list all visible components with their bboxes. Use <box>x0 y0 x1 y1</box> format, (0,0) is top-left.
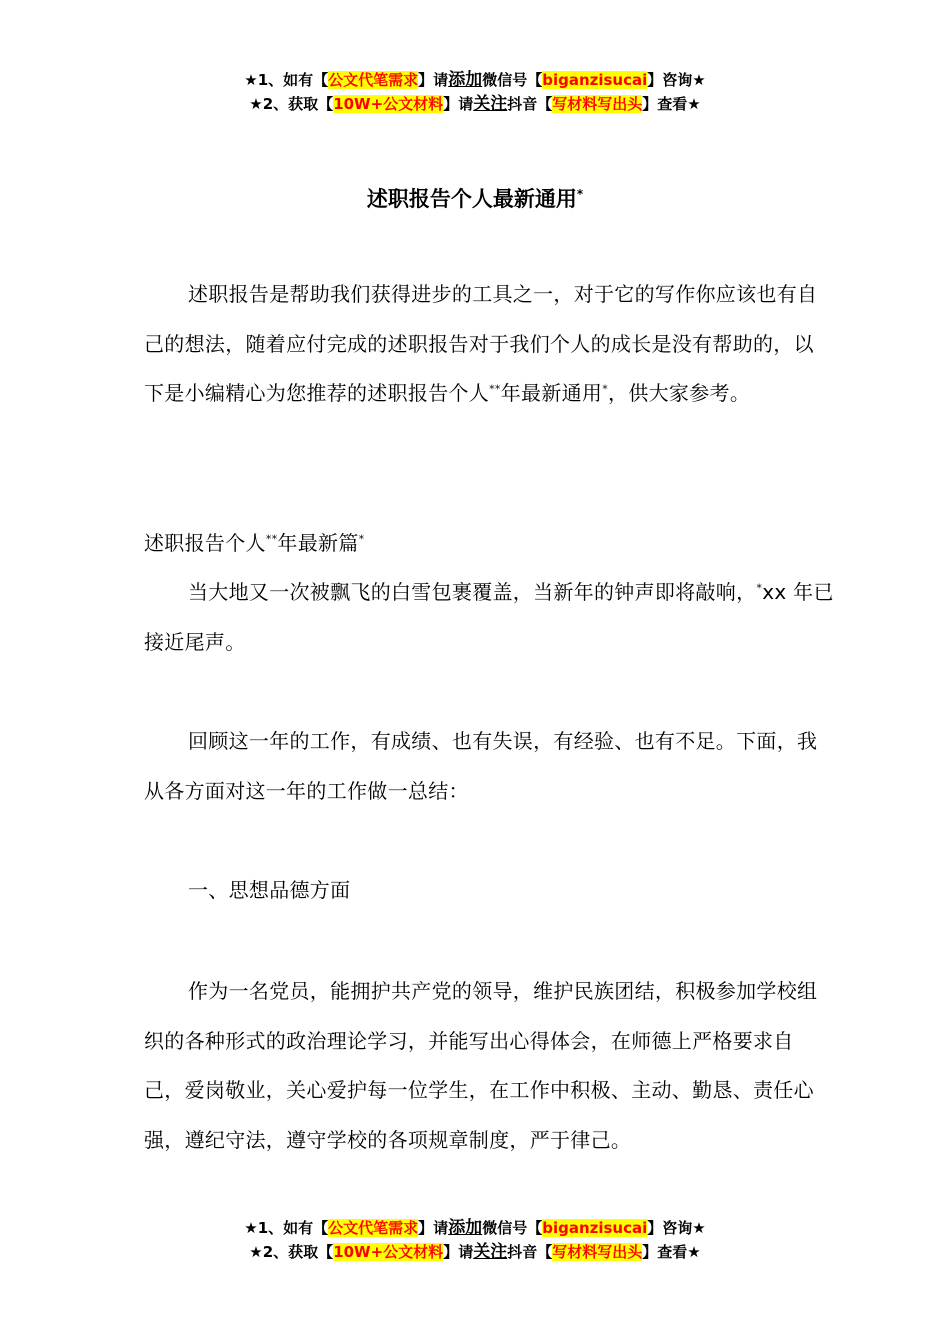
banner-line-2 <box>0 92 950 116</box>
banner-line-1 <box>0 68 950 92</box>
banner-text: ★1、如有【 <box>244 71 329 89</box>
banner-line-1 <box>0 1216 950 1240</box>
banner-text: 】请 <box>443 1243 474 1261</box>
banner-highlight-douyin: 写材料写出头 <box>552 1243 643 1261</box>
banner-highlight-service: 公文代笔需求 <box>328 71 419 89</box>
subheading <box>144 519 834 569</box>
intro-mark: ** <box>489 382 501 396</box>
paragraph-text: 回顾这一年的工作，有成绩、也有失误，有经验、也有不足。下面，我从各方面对这一年的工作做一总结： <box>144 729 818 803</box>
paragraph-mark: * <box>756 581 763 595</box>
banner-text: 】查看★ <box>642 1243 701 1261</box>
title-text: 述职报告个人最新通用 <box>366 187 577 211</box>
banner-text: 微信号【 <box>482 71 543 89</box>
title-mark: * <box>576 187 584 201</box>
banner-text: 】请 <box>418 1219 449 1237</box>
banner-text: 】咨询★ <box>647 1219 706 1237</box>
subheading-mark: ** <box>265 532 278 546</box>
header-banner <box>0 68 950 116</box>
intro-text: 年最新通用 <box>500 381 603 405</box>
banner-text: 抖音【 <box>507 95 553 113</box>
banner-text: 抖音【 <box>507 1243 553 1261</box>
subheading-mark: * <box>358 532 365 546</box>
intro-paragraph <box>144 270 834 419</box>
banner-text: 】请 <box>418 71 449 89</box>
banner-highlight-wechat-id: biganzisucai <box>542 1219 648 1237</box>
banner-text: 】请 <box>443 95 474 113</box>
subheading-text: 述职报告个人 <box>144 531 266 555</box>
section-heading-text: 一、思想品德方面 <box>188 878 351 902</box>
banner-text: ★1、如有【 <box>244 1219 329 1237</box>
banner-text: 】查看★ <box>642 95 701 113</box>
banner-text: 微信号【 <box>482 1219 543 1237</box>
paragraph-1 <box>144 568 834 667</box>
banner-highlight-douyin: 写材料写出头 <box>552 95 643 113</box>
intro-mark: * <box>602 382 609 396</box>
banner-underlined-add: 添加 <box>448 70 483 90</box>
banner-highlight-materials: 10W+公文材料 <box>333 1243 444 1261</box>
banner-text: 】咨询★ <box>647 71 706 89</box>
banner-highlight-wechat-id: biganzisucai <box>542 71 648 89</box>
banner-line-2 <box>0 1240 950 1264</box>
banner-text: ★2、获取【 <box>249 95 334 113</box>
banner-highlight-materials: 10W+公文材料 <box>333 95 444 113</box>
paragraph-2 <box>144 717 834 816</box>
banner-underlined-follow: 关注 <box>473 1242 508 1262</box>
document-title <box>0 178 950 215</box>
footer-banner <box>0 1216 950 1264</box>
section-heading-1 <box>144 866 834 916</box>
paragraph-text: 当大地又一次被飘飞的白雪包裹覆盖，当新年的钟声即将敲响， <box>188 580 757 604</box>
intro-text: 述职报告是帮助我们获得进步的工具之一，对于它的写作你应该也有自己的想法，随着应付完成的述职报告对于我们个人的成长是没有帮助的，以下是小编精心为您推荐的述职报告个人 <box>144 282 818 405</box>
banner-underlined-follow: 关注 <box>473 94 508 114</box>
banner-text: ★2、获取【 <box>249 1243 334 1261</box>
intro-text: ，供大家参考。 <box>608 381 751 405</box>
banner-highlight-service: 公文代笔需求 <box>328 1219 419 1237</box>
banner-underlined-add: 添加 <box>448 1218 483 1238</box>
paragraph-text: xx 年已接近尾声。 <box>144 580 834 654</box>
subheading-text: 年最新篇 <box>277 531 359 555</box>
paragraph-3 <box>144 967 834 1165</box>
paragraph-text: 作为一名党员，能拥护共产党的领导，维护民族团结，积极参加学校组织的各种形式的政治理论学习，并能写出心得体会，在师德上严格要求自己，爱岗敬业，关心爱护每一位学生，在工作中积极、主动、勤恳、责任心强，遵纪守法，遵守学校的各项规章制度，严于律己。 <box>144 979 818 1152</box>
